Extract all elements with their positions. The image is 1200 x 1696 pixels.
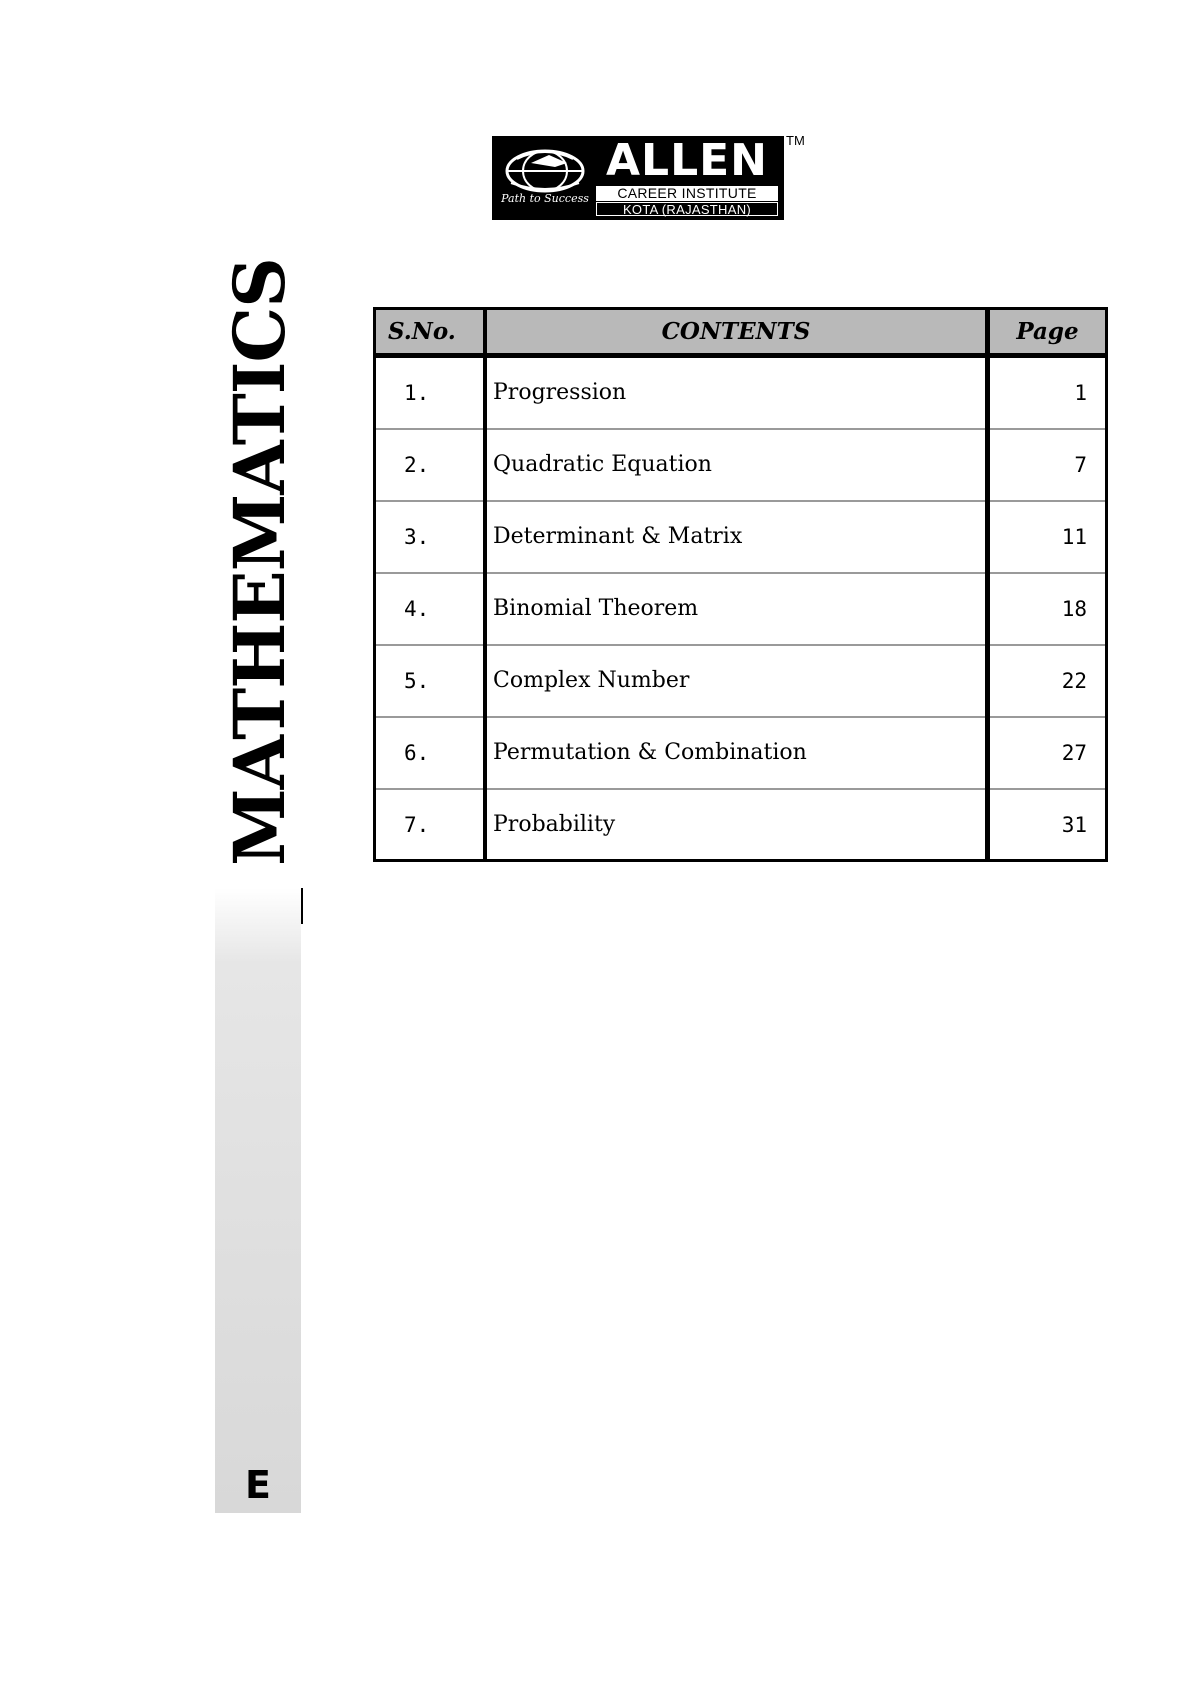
row-sno: 7. [404, 813, 430, 837]
row-topic: Progression [493, 380, 627, 405]
header-sno: S.No. [388, 318, 456, 345]
row-page: 31 [1061, 813, 1087, 837]
row-sno: 5. [404, 669, 430, 693]
row-topic: Binomial Theorem [493, 596, 699, 621]
logo-location-line: KOTA (RAJASTHAN) [596, 202, 778, 216]
column-divider-page [985, 310, 990, 859]
row-page: 11 [1061, 525, 1087, 549]
trademark-mark: TM [786, 133, 805, 148]
subject-title-container [218, 258, 301, 866]
row-topic: Permutation & Combination [493, 740, 807, 765]
row-sno: 6. [404, 741, 430, 765]
row-topic: Quadratic Equation [493, 452, 712, 477]
row-sno: 4. [404, 597, 430, 621]
row-page: 7 [1074, 453, 1087, 477]
side-divider [301, 888, 303, 924]
subject-title: MATHEMATICS [218, 258, 301, 866]
row-sno: 2. [404, 453, 430, 477]
column-divider-sno [483, 310, 487, 859]
logo-institute-line: CAREER INSTITUTE [596, 186, 778, 201]
allen-logo [492, 136, 784, 220]
row-page: 22 [1061, 669, 1087, 693]
side-bar-letter: E [245, 1463, 271, 1507]
row-page: 1 [1074, 381, 1087, 405]
header-page: Page [1016, 318, 1079, 345]
row-sno: 1. [404, 381, 430, 405]
row-sno: 3. [404, 525, 430, 549]
logo-text-block [596, 135, 778, 217]
row-page: 18 [1061, 597, 1087, 621]
row-topic: Complex Number [493, 668, 690, 693]
side-bar [215, 888, 301, 1513]
logo-wordmark: ALLEN [605, 135, 768, 186]
logo-tagline: Path to Success [501, 192, 589, 205]
row-topic: Probability [493, 812, 616, 837]
header-contents: CONTENTS [661, 318, 811, 345]
row-topic: Determinant & Matrix [493, 524, 743, 549]
contents-table [373, 307, 1108, 862]
row-page: 27 [1061, 741, 1087, 765]
